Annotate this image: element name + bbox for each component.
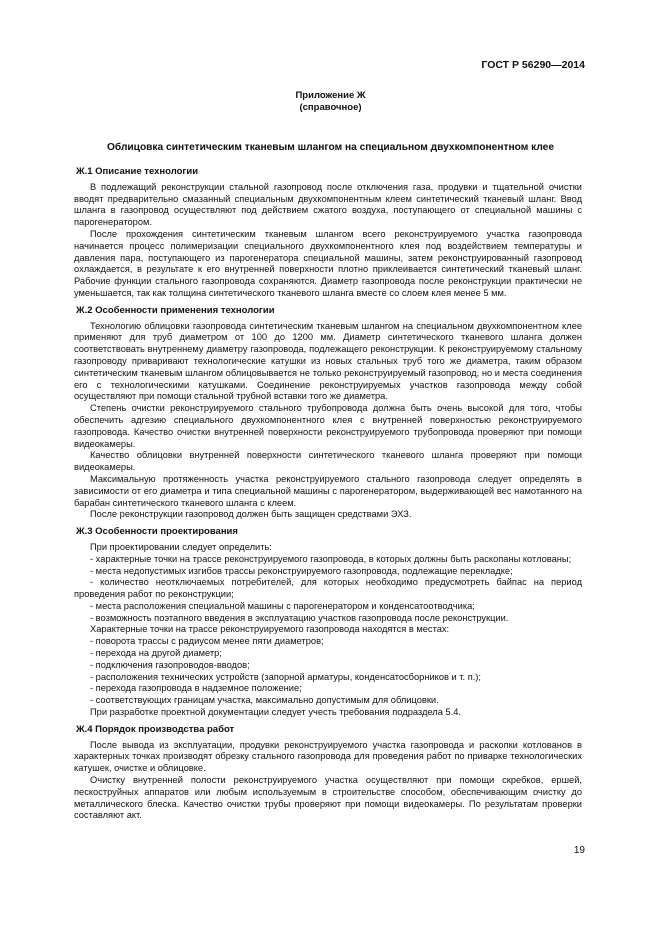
- paragraph: В подлежащий реконструкции стальной газопровод после отключения газа, продувки и тщательной очистки вводят предварительно смазанный специальным двухкомпонентным клеем синтетический тканевый шланг. Ввод шланга в газопровод осуществляют под действием сжатого воздуха, поступающего от специальной машины с парогенератором.: [74, 181, 582, 228]
- list-item: - подключения газопроводов-вводов;: [90, 659, 250, 670]
- section-heading: Ж.4 Порядок производства работ: [76, 723, 235, 735]
- paragraph: После реконструкции газопровод должен быть защищен средствами ЭХЗ.: [90, 509, 412, 520]
- document-body: [74, 166, 582, 822]
- list-item: - поворота трассы с радиусом менее пяти диаметров;: [90, 636, 324, 647]
- annex-label: Приложение Ж: [295, 90, 366, 101]
- section-1: [74, 166, 582, 300]
- section-heading: Ж.2 Особенности применения технологии: [76, 304, 275, 316]
- paragraph: Максимальную протяженность участка реконструируемого стального газопровода следует определять в зависимости от его диаметра и типа специальной машины с парогенератором, выдерживающей вес намотанного на барабан синтетического тканевого шланга с клеем.: [74, 473, 582, 508]
- paragraph: При проектировании следует определить:: [90, 541, 272, 552]
- list-item: - количество неотключаемых потребителей, для которых необходимо предусмотреть байпас на период проведения работ по реконструкции;: [74, 577, 582, 600]
- page-number: 19: [573, 845, 585, 856]
- section-heading: Ж.1 Описание технологии: [76, 166, 199, 177]
- paragraph: Очистку внутренней полости реконструируемого участка осуществляют при помощи скребков, ершей, пескоструйных аппаратов или любым используемым в строительстве способом, обеспечивающим очистку до металлического блеска. Качество очистки трубы проверяют при помощи видеокамеры. По результатам проверки составляют акт.: [74, 775, 582, 821]
- annex-kind: (справочное): [299, 102, 362, 113]
- paragraph: После прохождения синтетическим тканевым шлангом всего реконструируемого участка газопровода начинается процесс полимеризации специального двухкомпонентного клея под воздействием температуры и давления пара, поступающего из парогенератора специальной машины, затем реконструированный газопровод охлаждается, в результате к его внутренней поверхности плотно приклеивается синтетический тканевый шланг. Рабочие функции стального газопровода сохраняются. Диаметр газопровода после реконструкции практически не уменьшается, так как толщина синтетического тканевого шланга вместе со слоем клея менее 5 мм.: [74, 228, 582, 298]
- section-2: [74, 305, 582, 521]
- list-item: - возможность поэтапного введения в эксплуатацию участков газопровода после реконструкции.: [90, 612, 509, 623]
- annex-title: Облицовка синтетическим тканевым шлангом на специальном двухкомпонентном клее: [106, 142, 554, 153]
- paragraph: Характерные точки на трассе реконструируемого газопровода находятся в местах:: [90, 624, 450, 635]
- annex-header: [0, 90, 661, 114]
- list-item: - расположения технических устройств (запорной арматуры, конденсатосборников и т. п.);: [90, 671, 481, 682]
- section-3: [74, 526, 582, 719]
- paragraph: После вывода из эксплуатации, продувки реконструируемого участка газопровода и раскопки котлованов в характерных точках производят обрезку стального газопровода для проведения работ по приварке технологических катушек, очистке и облицовке.: [74, 739, 582, 774]
- section-heading: Ж.3 Особенности проектирования: [76, 526, 238, 538]
- list-item: - места расположения специальной машины с парогенератором и конденсатоотводчика;: [90, 600, 475, 611]
- paragraph: Степень очистки реконструируемого стального трубопровода должна быть очень высокой для того, чтобы обеспечить адгезию специального двухкомпонентного клея с внутренней поверхностью реконструируемого газопровода. Качество очистки внутренней поверхности реконструируемого трубопровода проверяют при помощи видеокамеры.: [74, 403, 582, 449]
- section-4: [74, 724, 582, 822]
- paragraph: При разработке проектной документации следует учесть требования подраздела 5.4.: [90, 707, 461, 718]
- list-item: - характерные точки на трассе реконструируемого газопровода, в которых должны быть раскопаны котлованы;: [90, 553, 572, 564]
- list-item: - места недопустимых изгибов трассы реконструируемого газопровода, подлежащие перекладке;: [90, 565, 513, 576]
- list-item: - соответствующих границам участка, максимально допустимым для облицовки.: [90, 695, 439, 706]
- list-item: - перехода на другой диаметр;: [90, 648, 222, 659]
- list-item: - перехода газопровода в надземное положение;: [90, 683, 302, 694]
- standard-number: ГОСТ Р 56290—2014: [481, 59, 585, 71]
- paragraph: Качество облицовки внутренней поверхности синтетического тканевого шланга проверяют при помощи видеокамеры.: [74, 450, 582, 473]
- paragraph: Технологию облицовки газопровода синтетическим тканевым шлангом на специальном двухкомпонентном клее применяют для труб диаметром от 100 до 1200 мм. Диаметр синтетического тканевого шланга должен соответствовать внутреннему диаметру газопровода, подлежащего реконструкции. К реконструируемому стальному газопроводу приваривают технологические катушки из новых стальных труб того же диаметра, таким образом синтетическим тканевым шлангом облицовывается не только реконструируемый газопровод, но и места соединения его с технологическими катушками. Соединение реконструируемых участков газопровода между собой осуществляют при помощи стальной трубной вставки того же диаметра.: [74, 320, 582, 402]
